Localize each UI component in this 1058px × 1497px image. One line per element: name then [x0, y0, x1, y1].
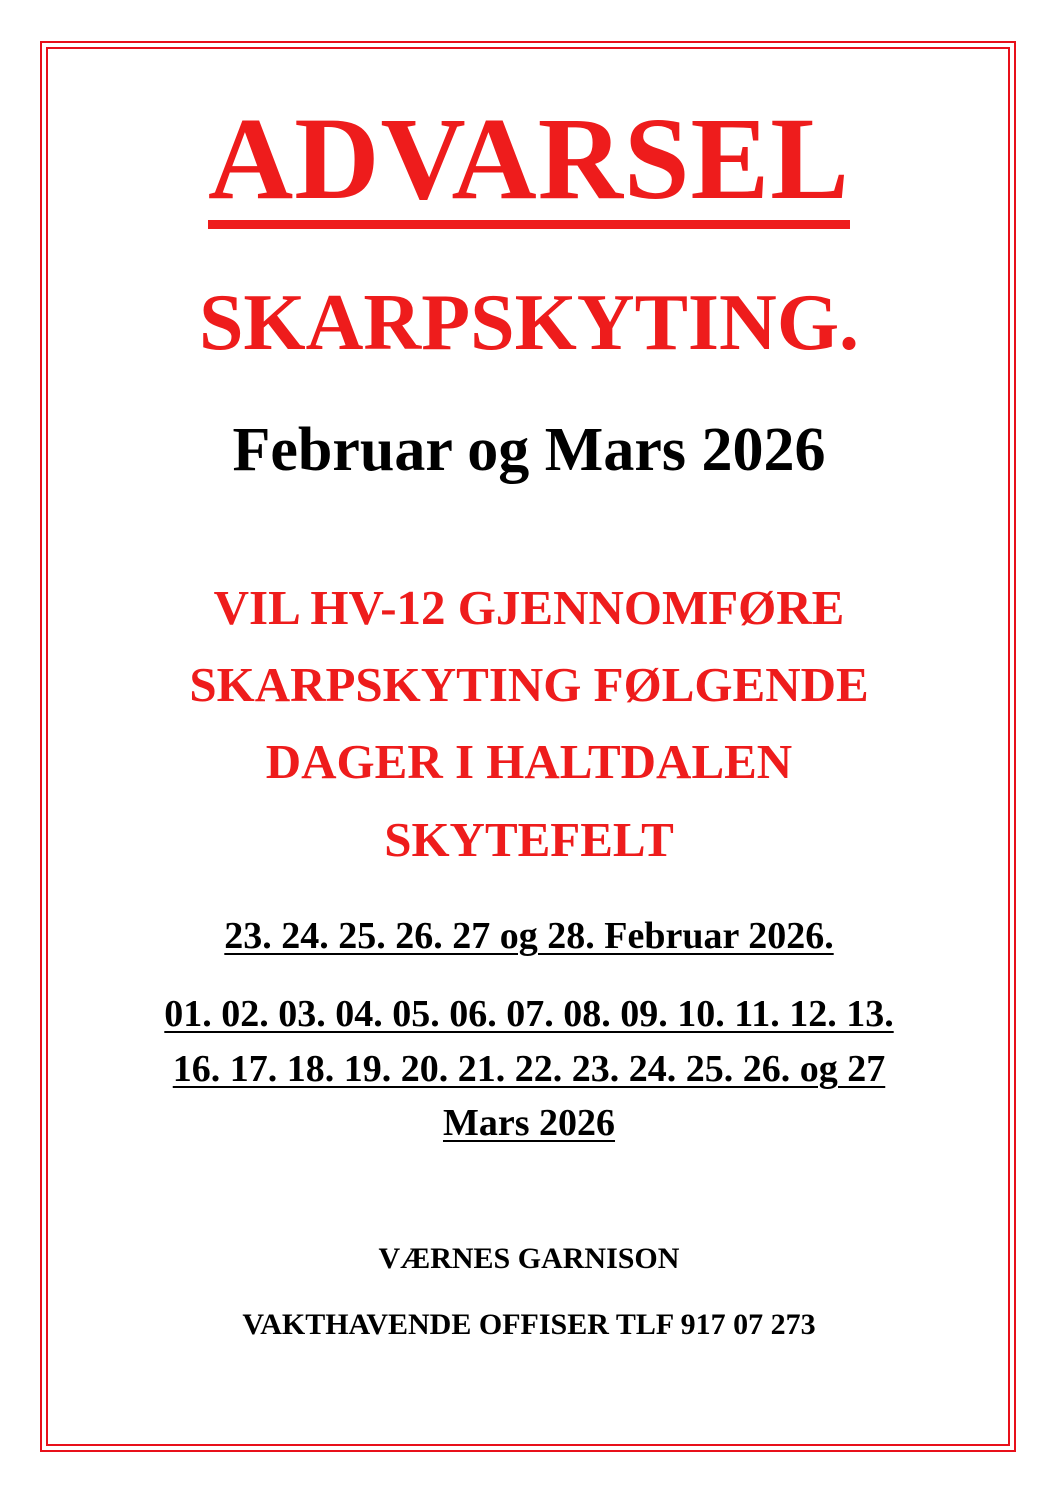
dates-march-2 — [0, 1050, 1058, 1088]
notice-line: SKARPSKYTING FØLGENDE — [189, 657, 869, 712]
dates-line: 01. 02. 03. 04. 05. 06. 07. 08. 09. 10. 11. 12. 13. — [164, 993, 894, 1035]
notice-line: SKYTEFELT — [384, 812, 674, 867]
organization-name: VÆRNES GARNISON — [378, 1242, 680, 1275]
headline-text: ADVARSEL — [208, 100, 850, 229]
notice-line: VIL HV-12 GJENNOMFØRE — [213, 580, 845, 635]
contact-phone: VAKTHAVENDE OFFISER TLF 917 07 273 — [242, 1308, 816, 1341]
dates-march-3 — [0, 1104, 1058, 1142]
dates-february — [0, 917, 1058, 955]
dates-line: Mars 2026 — [442, 1102, 616, 1144]
period-heading: Februar og Mars 2026 — [232, 416, 826, 484]
headline — [0, 93, 1058, 229]
dates-line: 23. 24. 25. 26. 27 og 28. Februar 2026. — [224, 915, 834, 957]
notice-line: DAGER I HALTDALEN — [265, 734, 793, 789]
dates-line: 16. 17. 18. 19. 20. 21. 22. 23. 24. 25. 26. og 27 — [172, 1048, 886, 1090]
dates-march-1 — [0, 995, 1058, 1033]
subheadline: SKARPSKYTING. — [198, 279, 860, 367]
